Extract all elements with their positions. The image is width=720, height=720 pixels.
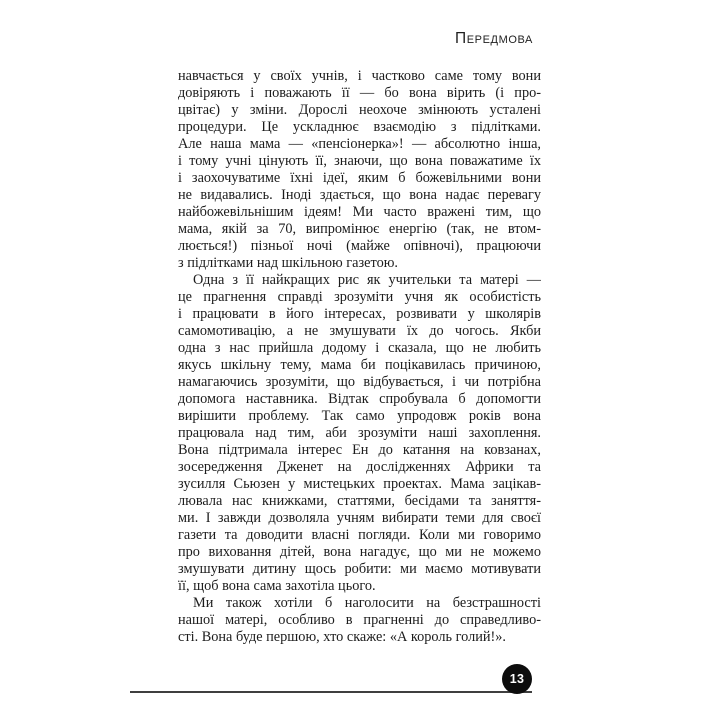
page-number: 13	[509, 672, 525, 686]
text-line: довіряють і поважають її — бо вона вірить (і про-	[178, 85, 541, 101]
text-line: процедури. Це ускладнює взаємодію з підлітками.	[178, 119, 541, 135]
text-line: навчається у своїх учнів, і частково саме тому вони	[178, 68, 541, 84]
text-line: цвітає) у зміни. Дорослі неохоче змінюють усталені	[178, 102, 541, 118]
text-line: допомога наставника. Відтак спробувала б допомогти	[178, 391, 541, 407]
text-line: не видавались. Іноді здається, що вона надає перевагу	[178, 187, 541, 203]
text-line: мама, якій за 70, випромінює енергію (так, не втом-	[178, 221, 541, 237]
text-line: і працювати в його інтересах, розвивати у школярів	[178, 306, 541, 322]
text-line: Ми також хотіли б наголосити на безстрашності	[193, 595, 541, 611]
text-line: лювала нас книжками, статтями, бесідами та заняття-	[178, 493, 541, 509]
footer-rule	[130, 691, 532, 693]
text-line: це прагнення справді зрозуміти учня як особистість	[178, 289, 541, 305]
text-line: нашої матері, особливо в прагненні до справедливо-	[178, 612, 541, 628]
text-line: вирішити проблему. Так само упродовж років вона	[178, 408, 541, 424]
text-line: з підлітками над шкільною газетою.	[178, 255, 398, 271]
text-line: ми. І завжди дозволяла учням вибирати теми для своєї	[178, 510, 541, 526]
body-text	[178, 68, 541, 646]
text-line: намагаючись зрозуміти, що відбувається, і чи потрібна	[178, 374, 541, 390]
text-line: якусь шкільну тему, мама би поцікавилась причиною,	[178, 357, 541, 373]
text-line: її, щоб вона сама захотіла цього.	[178, 578, 376, 594]
text-line: газети та доводити власні погляди. Коли ми говоримо	[178, 527, 541, 543]
text-line: найбожевільнішим ідеям! Ми часто вражені тим, що	[178, 204, 541, 220]
text-line: Одна з її найкращих рис як учительки та матері —	[193, 272, 541, 288]
text-line: працювала над тим, аби зрозуміти наші захоплення.	[178, 425, 541, 441]
text-line: одна з нас прийшла додому і сказала, що не любить	[178, 340, 541, 356]
text-line: сті. Вона буде першою, хто скаже: «А король голий!».	[178, 629, 506, 645]
text-line: Але наша мама — «пенсіонерка»! — абсолютно інша,	[178, 136, 541, 152]
text-line: змушувати дитину щось робити: ми маємо мотивувати	[178, 561, 541, 577]
text-line: люється!) пізньої ночі (майже опівночі), працюючи	[178, 238, 541, 254]
text-line: Вона підтримала інтерес Ен до катання на ковзанах,	[178, 442, 541, 458]
chapter-header: Передмова	[454, 30, 533, 47]
text-line: і тому учні цінують її, знаючи, що вона поважатиме їх	[178, 153, 541, 169]
page-number-badge	[502, 664, 532, 694]
text-line: зосередження Дженет на дослідженнях Африки та	[178, 459, 541, 475]
text-line: самомотивацію, а не змушувати їх до чогось. Якби	[178, 323, 541, 339]
text-line: і заохочуватиме їхні ідеї, яким б божевільними вони	[178, 170, 541, 186]
text-line: зусилля Сьюзен у мистецьких проектах. Мама зацікав-	[178, 476, 541, 492]
text-line: про виховання дітей, вона нагадує, що ми не можемо	[178, 544, 541, 560]
